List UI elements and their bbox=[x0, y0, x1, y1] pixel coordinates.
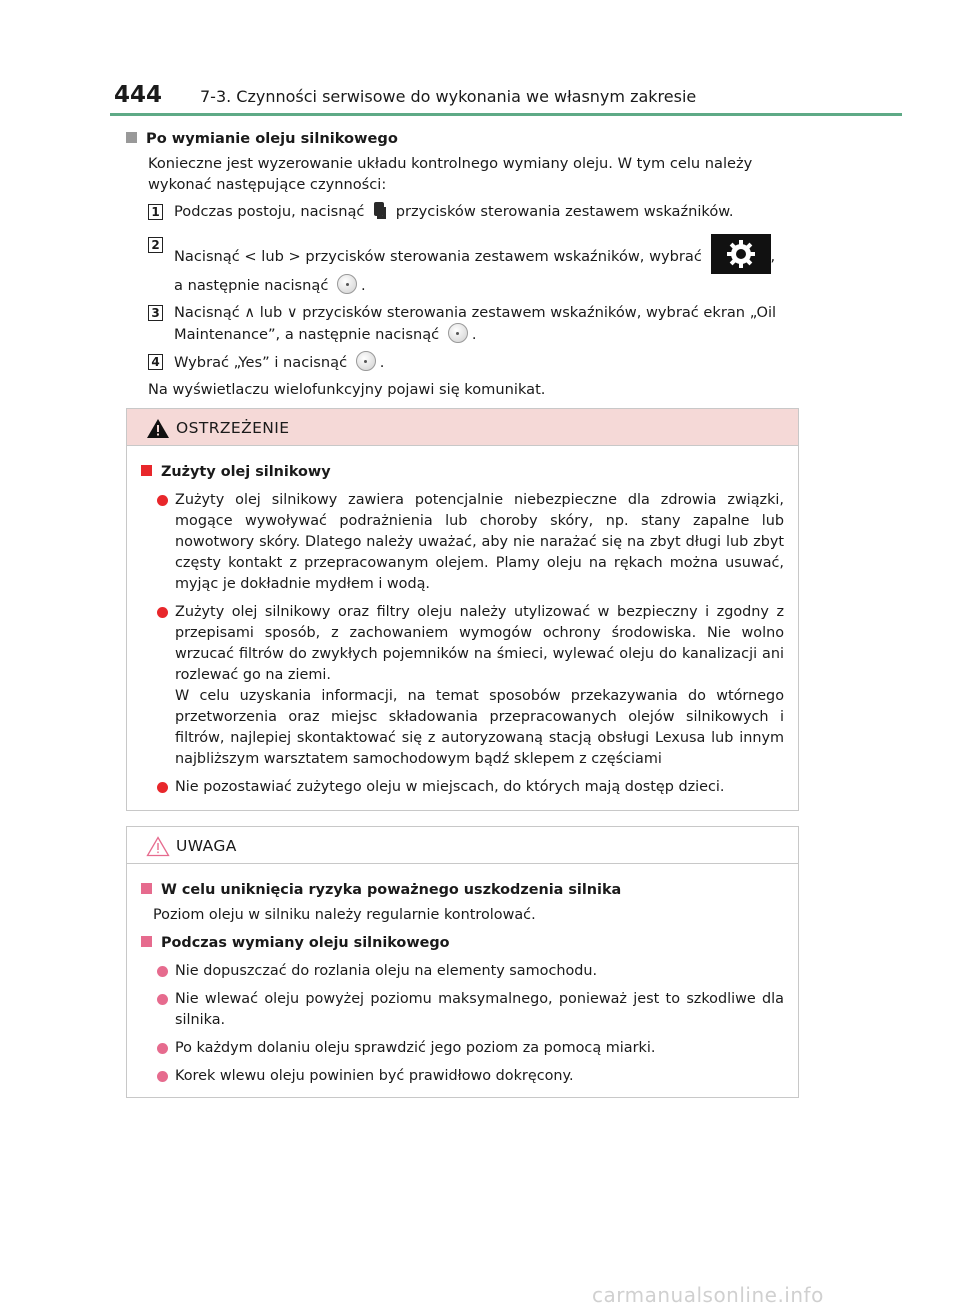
section-title: 7-3. Czynności serwisowe do wykonania we własnym zakresie bbox=[200, 87, 697, 106]
step-4-text-a: Wybrać „Yes” i nacisnąć bbox=[174, 354, 348, 371]
warning-title: OSTRZEŻENIE bbox=[176, 419, 290, 437]
caution-bullet bbox=[141, 989, 784, 1031]
step-2-text-d: . bbox=[361, 277, 366, 294]
caution-heading-1-text: W celu uniknięcia ryzyka poważnego uszkodzenia silnika bbox=[161, 882, 622, 898]
square-bullet-icon bbox=[141, 465, 152, 476]
warning-body bbox=[127, 446, 798, 798]
caution-bullet bbox=[141, 1066, 784, 1087]
caution-box bbox=[126, 826, 799, 1098]
step-number-2: 2 bbox=[148, 237, 163, 253]
meter-control-button-icon bbox=[373, 201, 387, 220]
warning-box bbox=[126, 408, 799, 811]
step-4 bbox=[126, 351, 806, 373]
caution-header bbox=[127, 827, 798, 864]
round-bullet-icon bbox=[157, 1071, 168, 1082]
round-bullet-icon bbox=[157, 994, 168, 1005]
warning-bullet-text: Nie pozostawiać zużytego oleju w miejscach, do których mają dostęp dzieci. bbox=[175, 779, 725, 795]
warning-bullet-note: W celu uzyskania informacji, na temat sposobów przekazywania do wtórnego przetworzenia oraz miejsc składowania przepracowanych olejów silnikowych i filtrów, najlepiej skontaktować się z autoryzowaną stacją obsługi Lexusa lub innym najbliższym warsztatem samochodowym bądź sklepem z częściami bbox=[175, 688, 784, 767]
step-1-text-b: przycisków sterowania zestawem wskaźników. bbox=[395, 203, 734, 220]
caution-title: UWAGA bbox=[176, 837, 237, 855]
round-bullet-icon bbox=[157, 782, 168, 793]
caution-triangle-icon bbox=[146, 836, 170, 857]
step-number-3: 3 bbox=[148, 305, 163, 321]
warning-triangle-icon bbox=[146, 418, 170, 439]
caution-bullet-text: Po każdym dolaniu oleju sprawdzić jego poziom za pomocą miarki. bbox=[175, 1040, 656, 1056]
watermark: carmanualsonline.info bbox=[592, 1283, 824, 1307]
warning-heading bbox=[141, 462, 784, 483]
step-number-1: 1 bbox=[148, 204, 163, 220]
step-2-text-c: a następnie nacisnąć bbox=[174, 277, 329, 294]
step-4-text-b: . bbox=[379, 354, 385, 371]
warning-bullet bbox=[141, 777, 784, 798]
settings-gear-icon bbox=[711, 234, 771, 274]
warning-bullet-text: Zużyty olej silnikowy zawiera potencjalnie niebezpieczne dla zdrowia związki, mogące wywoływać podrażnienia lub choroby skóry, np. stany zapalne lub nowotwory skóry. Dlatego należy uważać, aby nie narażać się na zbyt długi lub zbyt częsty kontakt z przepracowanym olejem. Plamy oleju na rękach można usuwać, myjąc je dokładnie mydłem i wodą. bbox=[175, 492, 784, 592]
caution-bullet bbox=[141, 1038, 784, 1059]
step-1-text-a: Podczas postoju, nacisnąć bbox=[174, 203, 365, 220]
step-2 bbox=[126, 234, 806, 296]
step-3 bbox=[126, 302, 806, 345]
page-number: 444 bbox=[114, 82, 163, 108]
warning-bullet bbox=[141, 490, 784, 595]
intro-heading-text: Po wymianie oleju silnikowego bbox=[146, 130, 398, 147]
caution-bullet-text: Nie dopuszczać do rozlania oleju na elementy samochodu. bbox=[175, 963, 598, 979]
caution-bullet-text: Nie wlewać oleju powyżej poziomu maksymalnego, ponieważ jest to szkodliwe dla silnika. bbox=[175, 991, 784, 1028]
warning-bullet bbox=[141, 602, 784, 770]
warning-header bbox=[127, 409, 798, 446]
warning-heading-text: Zużyty olej silnikowy bbox=[161, 464, 331, 480]
enter-dial-icon bbox=[337, 274, 357, 294]
intro-heading bbox=[126, 128, 806, 149]
caution-heading-2 bbox=[141, 933, 784, 954]
caution-bullet-text: Korek wlewu oleju powinien być prawidłowo dokręcony. bbox=[175, 1068, 574, 1084]
header-rule bbox=[110, 113, 902, 116]
step-2-text-b: , bbox=[770, 248, 776, 265]
caution-heading-1 bbox=[141, 880, 784, 901]
round-bullet-icon bbox=[157, 1043, 168, 1054]
round-bullet-icon bbox=[157, 495, 168, 506]
round-bullet-icon bbox=[157, 607, 168, 618]
caution-text-1: Poziom oleju w silniku należy regularnie kontrolować. bbox=[153, 907, 536, 923]
step-3-text-a: Nacisnąć ∧ lub ∨ przycisków sterowania zestawem wskaźników, wybrać ekran „Oil Maintenance”, a następnie nacisnąć bbox=[174, 304, 777, 343]
caution-bullet bbox=[141, 961, 784, 982]
caution-body bbox=[127, 864, 798, 1087]
step-2-text-a: Nacisnąć < lub > przycisków sterowania zestawem wskaźników, wybrać bbox=[174, 248, 702, 265]
caution-heading-2-text: Podczas wymiany oleju silnikowego bbox=[161, 935, 450, 951]
enter-dial-icon bbox=[356, 351, 376, 371]
round-bullet-icon bbox=[157, 966, 168, 977]
intro-closing: Na wyświetlaczu wielofunkcyjny pojawi się komunikat. bbox=[148, 381, 546, 398]
square-bullet-icon bbox=[126, 132, 137, 143]
intro-section bbox=[126, 128, 806, 400]
intro-lead: Konieczne jest wyzerowanie układu kontrolnego wymiany oleju. W tym celu należy wykonać następujące czynności: bbox=[148, 155, 753, 193]
square-bullet-icon bbox=[141, 936, 152, 947]
square-bullet-icon bbox=[141, 883, 152, 894]
warning-bullet-text: Zużyty olej silnikowy oraz filtry oleju należy utylizować w bezpieczny i zgodny z przepisami sposób, z zachowaniem wymogów ochrony środowiska. Nie wolno wrzucać filtrów do zwykłych pojemników na śmieci, wylewać oleju do kanalizacji ani rozlewać go na ziemi. bbox=[175, 604, 784, 683]
step-1 bbox=[126, 201, 806, 222]
step-number-4: 4 bbox=[148, 354, 163, 370]
step-3-text-b: . bbox=[471, 326, 477, 343]
enter-dial-icon bbox=[448, 323, 468, 343]
